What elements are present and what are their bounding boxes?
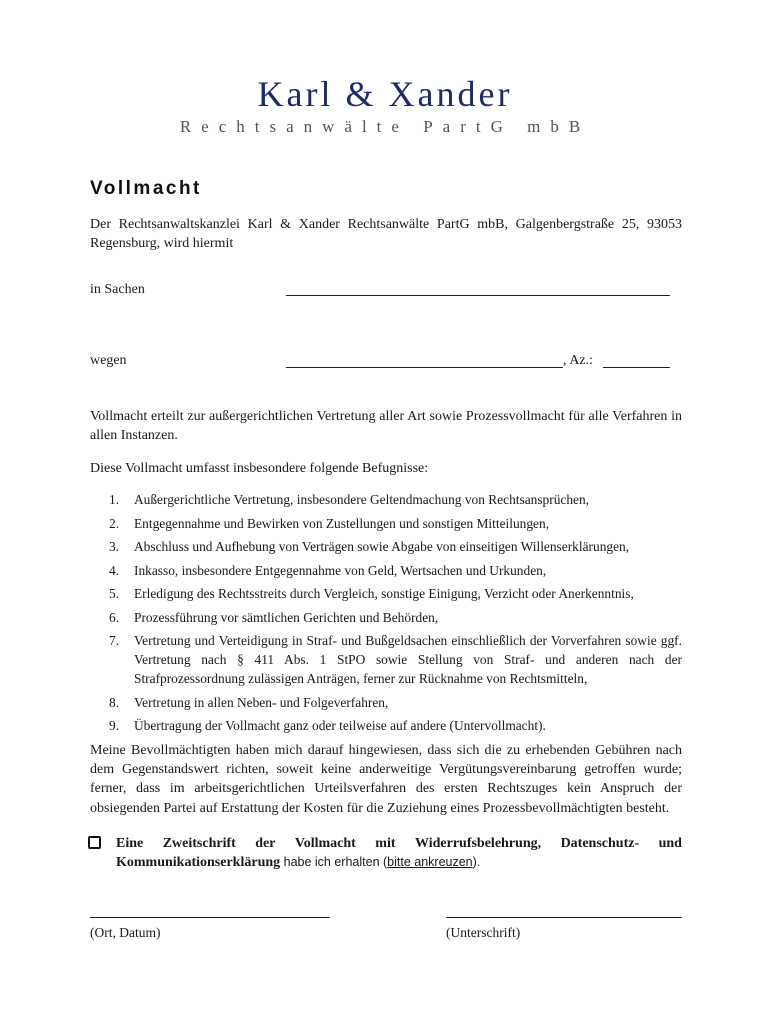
power-item-text: Vertretung in allen Neben- und Folgeverfahren,: [134, 694, 389, 710]
place-date-field[interactable]: [90, 917, 330, 918]
confirmation-word: mit: [375, 836, 396, 851]
intro-paragraph: Der Rechtsanwaltskanzlei Karl & Xander Rechtsanwälte PartG mbB, Galgenbergstraße 25, 93053 Regensburg, wird hiermit: [90, 217, 682, 251]
powers-intro: Diese Vollmacht umfasst insbesondere folgende Befugnisse:: [90, 461, 429, 476]
confirmation-word: der: [255, 836, 276, 851]
power-item-text: Abschluss und Aufhebung von Verträgen sowie Abgabe von einseitigen Willenserklärungen,: [134, 539, 630, 554]
power-item-number: 7.: [109, 633, 120, 648]
wegen-field[interactable]: [286, 367, 563, 368]
document-title: Vollmacht: [90, 178, 202, 199]
in-sachen-label: in Sachen: [90, 282, 145, 297]
power-item: [90, 537, 682, 556]
powers-list: [90, 490, 682, 740]
confirmation-checkbox[interactable]: [88, 836, 101, 849]
confirmation-text: [116, 834, 682, 872]
power-item: [90, 631, 682, 688]
confirmation-word: und: [658, 836, 682, 851]
confirmation-bold-word: Kommunikationserklärung: [116, 855, 281, 870]
signature-field[interactable]: [446, 917, 682, 918]
power-item: [90, 608, 682, 627]
scope-paragraph: Vollmacht erteilt zur außergerichtlichen Vertretung aller Art sowie Prozessvollmacht für alle Verfahren in allen Instanzen.: [90, 409, 682, 443]
power-item-number: 6.: [109, 609, 120, 625]
confirmation-word: Datenschutz-: [560, 836, 640, 851]
confirmation-line-2: [116, 853, 682, 872]
power-item-number: 5.: [109, 586, 120, 601]
power-item-text: Erledigung des Rechtsstreits durch Vergleich, sonstige Einigung, Verzicht oder Anerkenntnis,: [134, 586, 634, 601]
firm-subtitle: Rechtsanwälte PartG mbB: [179, 117, 591, 136]
az-label: , Az.:: [563, 353, 593, 368]
power-item-text: Prozessführung vor sämtlichen Gerichten und Behörden,: [134, 609, 439, 625]
wegen-label: wegen: [90, 353, 127, 368]
confirmation-rest: habe ich erhalten (: [280, 855, 388, 869]
power-item: [90, 490, 682, 509]
power-item-text: Entgegennahme und Bewirken von Zustellungen und sonstigen Mitteilungen,: [134, 515, 550, 531]
power-item-number: 4.: [109, 562, 120, 578]
power-item-text: Vertretung und Verteidigung in Straf- und Bußgeldsachen einschließlich der Vorverfahren sowie ggf. Vertretung nach § 411 Abs. 1 StPO sowie Stellung von Straf- und anderen nach der Strafprozessordnung zulässigen Anträgen, ferner zur Rücknahme von Rechtsmitteln,: [134, 633, 682, 686]
power-item: [90, 693, 682, 712]
power-item-number: 9.: [109, 718, 120, 733]
power-item: [90, 561, 682, 580]
power-item: [90, 514, 682, 533]
fees-note: Meine Bevollmächtigten haben mich darauf hingewiesen, dass sich die zu erhebenden Gebühren nach dem Gegenstandswert richten, soweit keine anderweitige Vergütungsvereinbarung getroffen wurde; ferner, dass im arbeitsgerichtlichen Urteilsverfahren des ersten Rechtszuges kein Anspruch der obsiegenden Partei auf Erstattung der Kosten für die Zuziehung eines Prozessbevollmächtigten besteht.: [90, 743, 682, 816]
az-field[interactable]: [603, 367, 670, 368]
place-date-label: (Ort, Datum): [90, 925, 161, 940]
signature-label: (Unterschrift): [446, 925, 521, 940]
confirmation-line-1: [116, 834, 682, 853]
power-item-text: Inkasso, insbesondere Entgegennahme von Geld, Wertsachen und Urkunden,: [134, 562, 547, 578]
power-item-number: 8.: [109, 694, 120, 710]
confirmation-word: Vollmacht: [294, 836, 356, 851]
confirmation-word: Eine: [116, 836, 144, 851]
power-item: [90, 716, 682, 735]
confirmation-word: Zweitschrift: [162, 836, 236, 851]
power-item-number: 3.: [109, 539, 120, 554]
power-item-text: Außergerichtliche Vertretung, insbesondere Geltendmachung von Rechtsansprüchen,: [134, 492, 590, 507]
power-item-text: Übertragung der Vollmacht ganz oder teilweise auf andere (Untervollmacht).: [134, 718, 546, 733]
confirmation-word: Widerrufsbelehrung,: [414, 836, 542, 851]
confirmation-hint: bitte ankreuzen: [387, 855, 473, 869]
in-sachen-field[interactable]: [286, 295, 670, 296]
confirmation-end: ).: [472, 855, 481, 869]
power-item: [90, 584, 682, 603]
power-item-number: 2.: [109, 515, 120, 531]
firm-name: Karl & Xander: [257, 74, 513, 114]
power-item-number: 1.: [109, 492, 120, 507]
